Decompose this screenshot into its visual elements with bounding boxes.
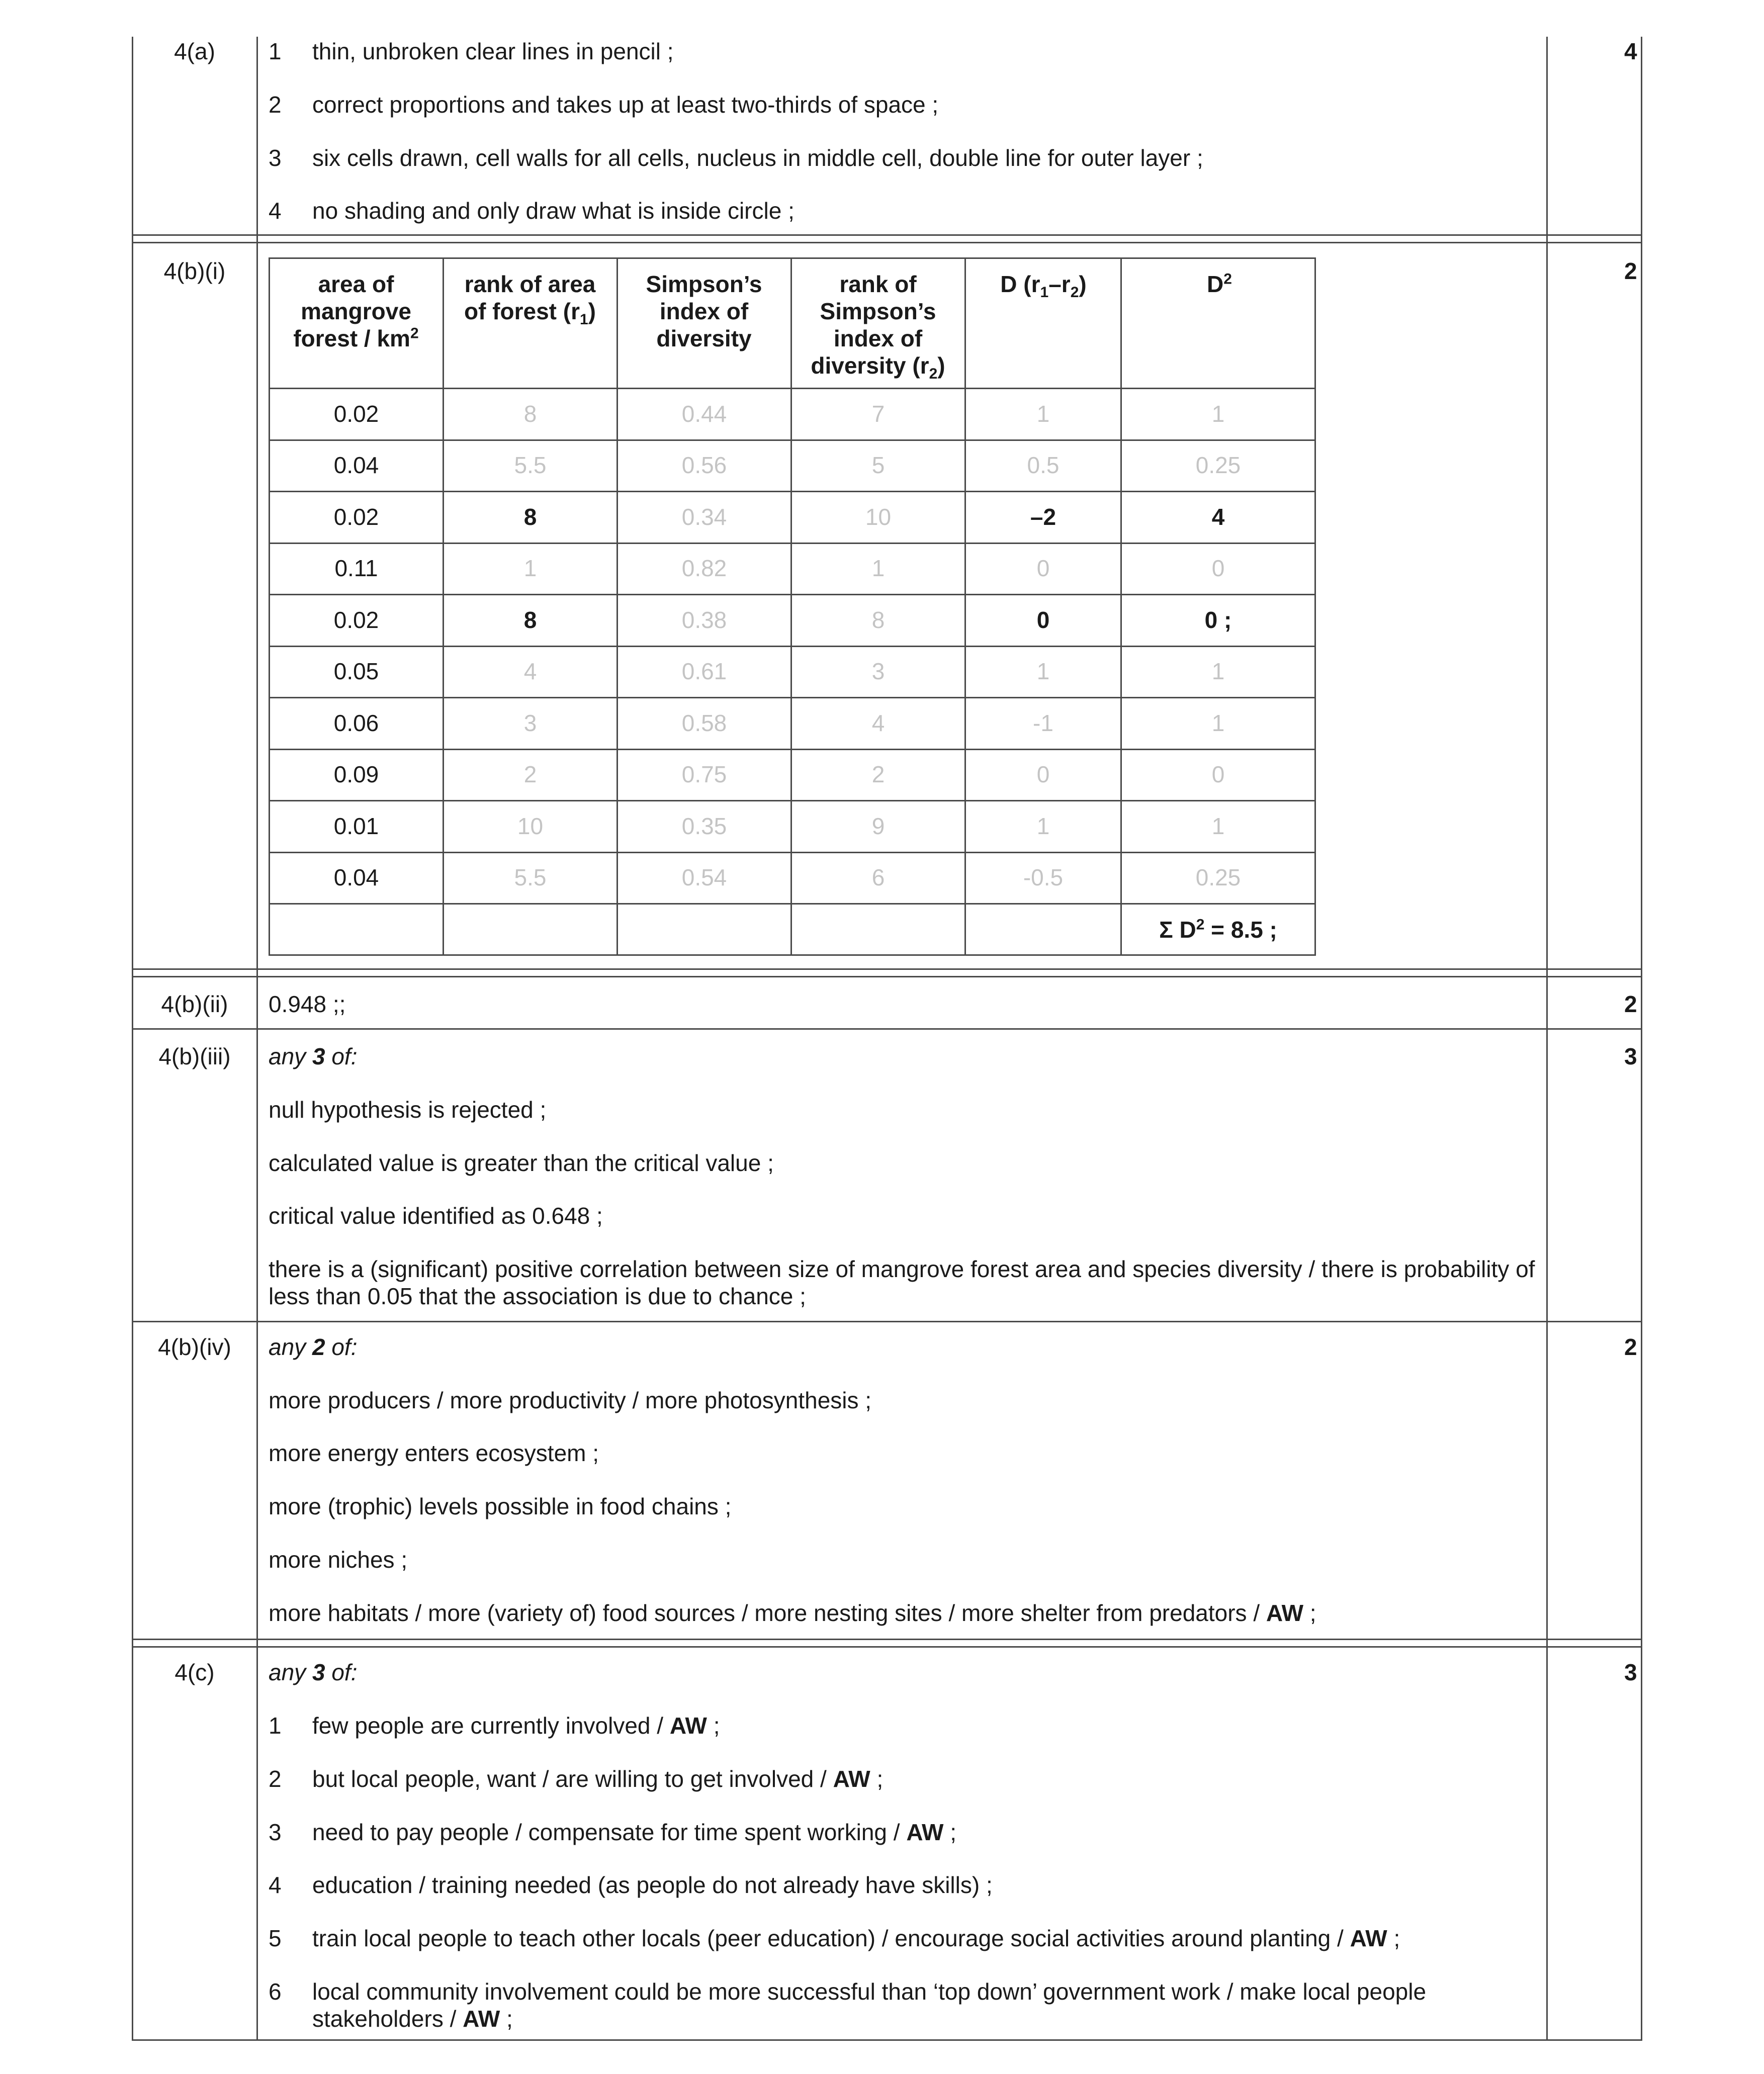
header-simpsons-index: Simpson’s index of diversity bbox=[646, 271, 762, 351]
table-row-rule bbox=[269, 594, 1316, 595]
table-cell: 4 bbox=[523, 658, 537, 684]
header-d-squared: $D^2$ bbox=[1207, 270, 1232, 297]
row-separator bbox=[132, 234, 1642, 236]
table-cell: 8 bbox=[523, 401, 537, 427]
marks-value: 2 bbox=[1624, 1334, 1637, 1360]
table-cell: 0.05 bbox=[333, 658, 379, 684]
table-cell: 0.02 bbox=[333, 401, 379, 427]
answer-point: but local people, want / are willing to get involved / AW ; bbox=[312, 1766, 884, 1792]
row-separator bbox=[132, 976, 1642, 977]
table-row-rule bbox=[269, 903, 1316, 905]
header-rank-of-area: rank of area of forest $(r_1)$ bbox=[464, 271, 596, 328]
table-row-rule bbox=[269, 749, 1316, 750]
table-cell: 1 bbox=[871, 555, 885, 581]
frame-right bbox=[1641, 37, 1642, 2041]
answer-value: 0.948 ;; bbox=[269, 991, 346, 1017]
table-cell: 0.06 bbox=[333, 710, 379, 736]
table-cell: 0 bbox=[1211, 761, 1225, 787]
marks-value: 4 bbox=[1624, 38, 1637, 64]
answer-point: calculated value is greater than the critical value ; bbox=[269, 1150, 774, 1176]
answer-point: train local people to teach other locals (peer education) / encourage social activities around planting / AW ; bbox=[312, 1925, 1400, 1951]
table-cell: 0 bbox=[1036, 555, 1050, 581]
marks-value: 3 bbox=[1624, 1659, 1637, 1685]
any-of-instruction: any 2 of: bbox=[269, 1334, 358, 1360]
table-col-rule bbox=[1314, 257, 1316, 956]
frame-bottom bbox=[132, 2039, 1642, 2041]
table-cell: 2 bbox=[871, 761, 885, 787]
answer-point: more habitats / more (variety of) food sources / more nesting sites / more shelter from predators / AW ; bbox=[269, 1600, 1316, 1626]
any-of-instruction: any 3 of: bbox=[269, 1659, 358, 1685]
table-border-bottom bbox=[269, 954, 1316, 956]
point-number: 1 bbox=[269, 38, 282, 64]
answer-point: critical value identified as 0.648 ; bbox=[269, 1203, 603, 1229]
answer-point: correct proportions and takes up at least two-thirds of space ; bbox=[312, 92, 939, 118]
table-cell: 3 bbox=[871, 658, 885, 684]
table-cell: 10 bbox=[865, 504, 892, 530]
answer-point: more producers / more productivity / more photosynthesis ; bbox=[269, 1387, 872, 1413]
col-divider-2 bbox=[1546, 37, 1548, 2041]
table-cell: -1 bbox=[1033, 710, 1053, 736]
any-of-instruction: any 3 of: bbox=[269, 1043, 358, 1069]
table-cell: 0.01 bbox=[333, 813, 379, 839]
frame-left bbox=[132, 37, 133, 2041]
header-rank-of-simpsons: rank of Simpson’s index of diversity $(r_2)$ bbox=[811, 271, 945, 383]
header-area-of-forest: area of mangrove forest / $km^2$ bbox=[293, 271, 419, 351]
table-cell: 9 bbox=[871, 813, 885, 839]
answer-point: more (trophic) levels possible in food chains ; bbox=[269, 1493, 732, 1519]
table-row-rule bbox=[269, 491, 1316, 492]
point-number: 1 bbox=[269, 1712, 282, 1739]
question-number: 4(b)(iv) bbox=[158, 1334, 231, 1360]
question-number: 4(b)(i) bbox=[163, 258, 226, 284]
table-cell: 0 bbox=[1036, 607, 1050, 633]
table-cell: 5.5 bbox=[514, 864, 547, 890]
table-row-rule bbox=[269, 646, 1316, 647]
table-header-rule bbox=[269, 388, 1316, 389]
table-cell: 0.54 bbox=[681, 864, 727, 890]
point-number: 5 bbox=[269, 1925, 282, 1951]
table-cell: 0.75 bbox=[681, 761, 727, 787]
table-cell: 0.82 bbox=[681, 555, 727, 581]
row-separator bbox=[132, 1646, 1642, 1648]
table-cell: 0.61 bbox=[681, 658, 727, 684]
table-row-rule bbox=[269, 439, 1316, 441]
table-cell: 1 bbox=[1036, 813, 1050, 839]
table-cell: 0.04 bbox=[333, 864, 379, 890]
marks-value: 2 bbox=[1624, 991, 1637, 1017]
table-row-rule bbox=[269, 852, 1316, 853]
question-number: 4(a) bbox=[174, 38, 215, 64]
row-separator bbox=[132, 1639, 1642, 1640]
table-cell: 5.5 bbox=[514, 452, 547, 478]
table-cell: 8 bbox=[871, 607, 885, 633]
table-cell: 0.02 bbox=[333, 607, 379, 633]
point-number: 2 bbox=[269, 92, 282, 118]
point-number: 4 bbox=[269, 198, 282, 224]
answer-point: null hypothesis is rejected ; bbox=[269, 1097, 547, 1123]
answer-point: no shading and only draw what is inside circle ; bbox=[312, 198, 795, 224]
table-cell: 8 bbox=[523, 504, 537, 530]
table-cell: –2 bbox=[1030, 504, 1056, 530]
answer-point: more energy enters ecosystem ; bbox=[269, 1440, 599, 1466]
table-cell: 0.02 bbox=[333, 504, 379, 530]
table-cell: 4 bbox=[1211, 504, 1225, 530]
answer-point: need to pay people / compensate for time spent working / AW ; bbox=[312, 1819, 957, 1845]
answer-point: local community involvement could be more successful than ‘top down’ government work / make local people stakeholders / AW ; bbox=[312, 1978, 1427, 2032]
row-separator bbox=[132, 242, 1642, 243]
answer-point: education / training needed (as people do not already have skills) ; bbox=[312, 1872, 993, 1898]
table-cell: 0 bbox=[1036, 761, 1050, 787]
table-cell: 0.44 bbox=[681, 401, 727, 427]
table-cell: 4 bbox=[871, 710, 885, 736]
table-cell: 0.09 bbox=[333, 761, 379, 787]
point-number: 3 bbox=[269, 1819, 282, 1845]
table-cell: 0 ; bbox=[1204, 607, 1232, 633]
table-cell: 0.25 bbox=[1195, 864, 1241, 890]
col-divider-1 bbox=[256, 37, 258, 2041]
table-row-rule bbox=[269, 697, 1316, 698]
answer-point: there is a (significant) positive correlation between size of mangrove forest area and species diversity / there is probability of less than 0.05 that the association is due to chance ; bbox=[269, 1256, 1535, 1309]
table-row-rule bbox=[269, 543, 1316, 544]
table-cell: 1 bbox=[1211, 813, 1225, 839]
marks-value: 2 bbox=[1624, 258, 1637, 284]
table-cell: 7 bbox=[871, 401, 885, 427]
row-separator bbox=[132, 1321, 1642, 1322]
point-number: 2 bbox=[269, 1766, 282, 1792]
row-separator bbox=[132, 1028, 1642, 1030]
row-separator bbox=[132, 968, 1642, 970]
table-row-rule bbox=[269, 800, 1316, 801]
answer-point: six cells drawn, cell walls for all cells, nucleus in middle cell, double line for outer layer ; bbox=[312, 145, 1203, 171]
table-cell: 3 bbox=[523, 710, 537, 736]
table-cell: 0.04 bbox=[333, 452, 379, 478]
table-cell: 0.58 bbox=[681, 710, 727, 736]
table-cell: 5 bbox=[871, 452, 885, 478]
table-cell: 0.11 bbox=[334, 555, 378, 581]
table-cell: 1 bbox=[1211, 658, 1225, 684]
marks-value: 3 bbox=[1624, 1043, 1637, 1069]
table-cell: 1 bbox=[523, 555, 537, 581]
table-cell: 0.34 bbox=[681, 504, 727, 530]
table-cell: 0 bbox=[1211, 555, 1225, 581]
question-number: 4(b)(iii) bbox=[158, 1043, 231, 1069]
sum-d-squared: Σ $D^2 = 8.5$ ; bbox=[1159, 916, 1277, 943]
answer-point: few people are currently involved / AW ; bbox=[312, 1712, 720, 1739]
table-cell: -0.5 bbox=[1023, 864, 1064, 890]
table-cell: 0.25 bbox=[1195, 452, 1241, 478]
table-cell: 1 bbox=[1211, 710, 1225, 736]
table-cell: 10 bbox=[517, 813, 544, 839]
header-d: D $(r_1-r_2)$ bbox=[1000, 271, 1087, 301]
table-cell: 0.35 bbox=[681, 813, 727, 839]
point-number: 4 bbox=[269, 1872, 282, 1898]
table-cell: 0.5 bbox=[1027, 452, 1060, 478]
table-cell: 0.38 bbox=[681, 607, 727, 633]
table-cell: 1 bbox=[1036, 401, 1050, 427]
point-number: 3 bbox=[269, 145, 282, 171]
table-cell: 0.56 bbox=[681, 452, 727, 478]
question-number: 4(c) bbox=[174, 1659, 215, 1685]
table-cell: 1 bbox=[1036, 658, 1050, 684]
question-number: 4(b)(ii) bbox=[161, 991, 228, 1017]
table-cell: 8 bbox=[523, 607, 537, 633]
table-cell: 2 bbox=[523, 761, 537, 787]
table-cell: 1 bbox=[1211, 401, 1225, 427]
point-number: 6 bbox=[269, 1978, 282, 2005]
answer-point: thin, unbroken clear lines in pencil ; bbox=[312, 38, 674, 64]
table-cell: 6 bbox=[871, 864, 885, 890]
table-border-top bbox=[269, 257, 1316, 259]
answer-point: more niches ; bbox=[269, 1547, 408, 1573]
